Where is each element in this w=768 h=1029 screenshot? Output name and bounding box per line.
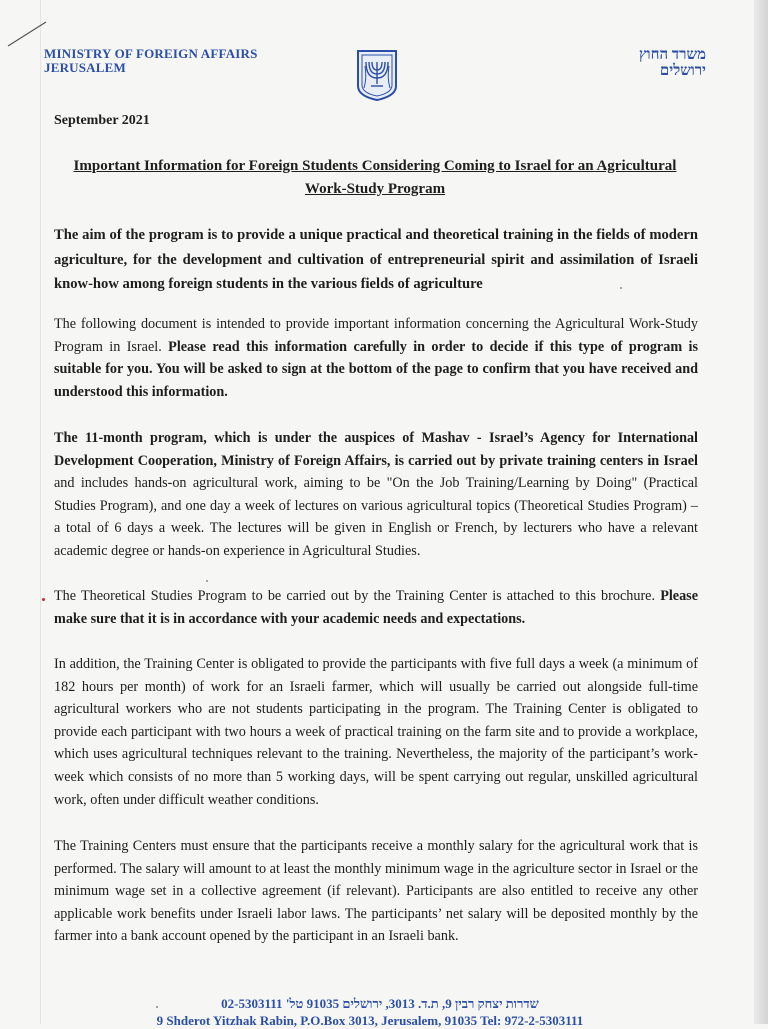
ministry-name-hebrew: משרד החוץ	[638, 47, 706, 63]
document-date: September 2021	[54, 113, 150, 128]
program-structure-emphasis: The 11-month program, which is under the auspices of Mashav - Israel’s Agency for International Development Cooperation, Ministry of Foreign Affairs, is carried out by private training centers in Israel	[54, 430, 698, 469]
paragraph-program-aim: The aim of the program is to provide a unique practical and theoretical training in the fields of modern agriculture, for the development and cultivation of entrepreneurial spirit and assimilation of Israeli know-how among foreign students in the various fields of agriculture	[54, 227, 698, 292]
israel-emblem-icon	[355, 48, 399, 102]
footer-address-hebrew: שדרות יצחק רבין 9, ת.ד. 3013, ירושלים 91035 טל' 02-5303111	[221, 996, 539, 1011]
scan-speck	[206, 580, 208, 582]
program-structure-text: and includes hands-on agricultural work, aiming to be "On the Job Training/Learning by Doing" (Practical Studies Program), and one day a week of lectures on various agricultural topics (Theoretical Studies Program) – a total of 6 days a week. The lectures will be given in English or French, by lecturers who have a relevant academic degree or hands-on experience in Agricultural Studies.	[54, 475, 698, 559]
letterhead-hebrew	[639, 47, 706, 79]
intro-emphasis: Please read this information carefully in order to decide if this type of program is suitable for you. You will be asked to sign at the bottom of the page to confirm that you have received and understood this information.	[54, 338, 699, 400]
letterhead-english	[44, 47, 258, 75]
ministry-name: MINISTRY OF FOREIGN AFFAIRS	[44, 46, 258, 61]
document-title: Important Information for Foreign Students Considering Coming to Israel for an Agricultural Work-Study Program	[73, 158, 677, 197]
red-mark	[42, 598, 45, 601]
footer-address-english: 9 Shderot Yitzhak Rabin, P.O.Box 3013, Jerusalem, 91035 Tel: 972-2-5303111	[156, 1013, 584, 1028]
theoretical-emphasis: Please make sure that it is in accordance with your academic needs and expectations.	[54, 588, 699, 627]
paragraph-work-obligations: In addition, the Training Center is obligated to provide the participants with five full days a week (a minimum of 182 hours per month) of work for an Israeli farmer, which will usually be carried out alongside full-time agricultural workers who are not students participating in the program. The Training Center is obligated to provide each participant with two hours a week of practical training on the farm site and to provide a workplace, which uses agricultural techniques relevant to the training. Nevertheless, the majority of the participant’s work-week which consists of no more than 5 working days, will be spent carrying out regular, unskilled agricultural work, often under difficult weather conditions.	[54, 656, 698, 808]
paragraph-salary: The Training Centers must ensure that the participants receive a monthly salary for the agricultural work that is performed. The salary will amount to at least the monthly minimum wage in the agriculture sector in Israel or the minimum wage set in a collective agreement (if relevant). Participants are also entitled to receive any other applicable work benefits under Israeli labor laws. The participants’ net salary will be deposited monthly by the farmer into a bank account opened by the participant in an Israeli bank.	[54, 838, 698, 945]
theoretical-text: The Theoretical Studies Program to be carried out by the Training Center is attached to this brochure.	[54, 588, 656, 604]
paragraph-document-intro	[54, 313, 698, 403]
paragraph-theoretical-program	[54, 585, 698, 630]
paragraph-program-structure	[54, 427, 698, 563]
intro-text: The following document is intended to provide important information concerning the Agricultural Work-Study Program in Israel.	[54, 316, 698, 355]
scan-edge-strip	[754, 0, 768, 1024]
scan-speck	[620, 287, 622, 289]
page-edge	[40, 0, 41, 1024]
ministry-city-hebrew: ירושלים	[659, 63, 706, 79]
ministry-city: JERUSALEM	[44, 60, 126, 75]
